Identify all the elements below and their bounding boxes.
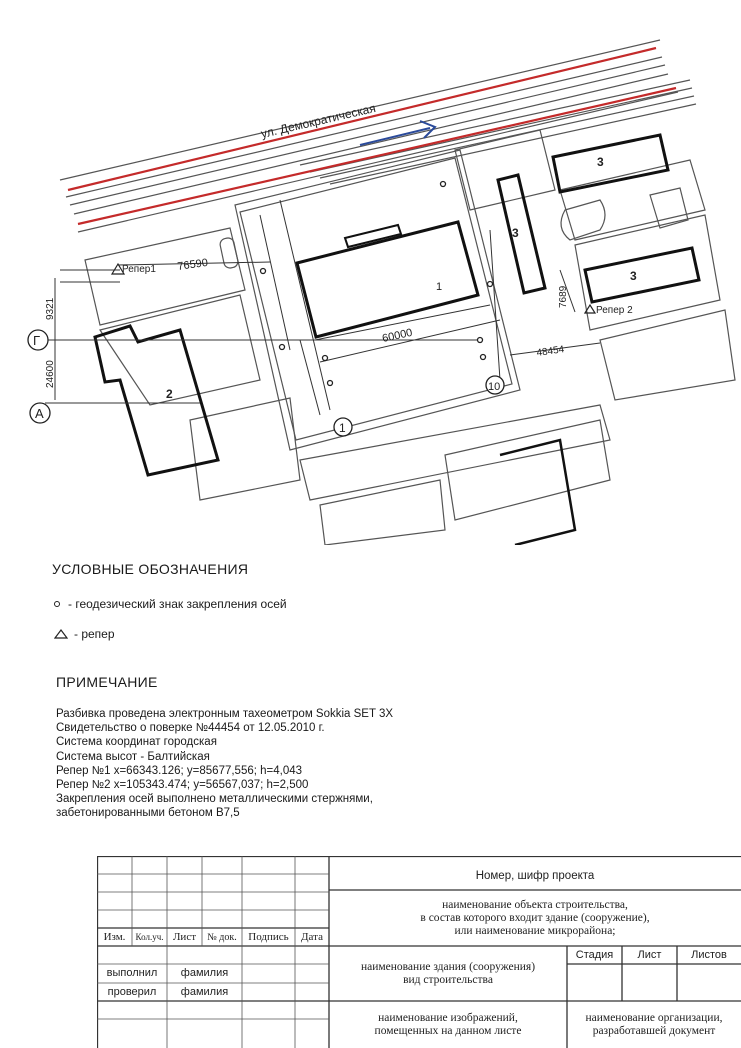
note-line: забетонированными бетоном В7,5 [56,807,240,820]
col-izm: Изм. [103,930,126,943]
legend-item-text: - геодезический знак закрепления осей [68,597,287,611]
col-date: Дата [301,930,323,943]
object-name-label: наименование объекта строительства, в состав которого входит здание (сооружение), или наименование микрорайона; [420,898,650,937]
axis-label-g: Г [33,333,41,348]
sheets-total-label: Листов [691,948,727,961]
benchmark-2-label: Репер 2 [596,305,633,316]
note-line: Система координат городская [56,736,217,749]
performed-name: фамилия [180,967,229,979]
note-line: Закрепления осей выполнено металлическими стержнями, [56,793,373,806]
project-code-label: Номер, шифр проекта [475,869,595,882]
building-1-outline [297,222,478,337]
performed-label: выполнил [106,967,158,979]
col-doc-number: № док. [207,931,237,943]
note-line: Свидетельство о поверке №44454 от 12.05.2010 г. [56,722,325,735]
col-kol-uch: Кол.уч. [135,931,164,942]
legend-item-survey-mark [54,597,287,611]
building-3c-outline [585,248,699,302]
title-block [97,856,741,1048]
building-3b-number: 3 [597,155,604,169]
note-line: Разбивка проведена электронным тахеометром Sokkia SET 3X [56,708,394,720]
stage-label: Стадия [575,948,614,961]
building-3a-outline [498,175,545,293]
legend-title: УСЛОВНЫЕ ОБОЗНАЧЕНИЯ [52,561,249,577]
note-body [56,707,393,821]
axis-label-10: 10 [488,381,501,393]
building-1-number: 1 [436,281,443,293]
survey-mark-dot-icon [54,601,60,607]
legend-item-text: - репер [74,627,115,641]
building-3c-number: 3 [630,269,637,283]
note-title: ПРИМЕЧАНИЕ [56,674,158,690]
col-list: Лист [172,930,197,943]
drawing-names-label: наименование изображений, помещенных на данном листе [374,1012,522,1037]
dimension-76590: 76590 [176,256,209,273]
building-2-number: 2 [166,387,173,401]
dimension-7689: 7689 [558,285,569,308]
building-name-label: наименование здания (сооружения) вид строительства [360,961,536,986]
building-3a-number: 3 [512,226,519,240]
benchmark-triangle-icon [54,629,68,639]
col-signature: Подпись [248,930,289,943]
legend-item-benchmark [54,627,115,641]
benchmark-1-label: Репер1 [122,264,156,275]
dimension-9321: 9321 [45,297,56,320]
building-3b-outline [553,135,668,192]
dimension-60000: 60000 [381,326,414,345]
checked-name: фамилия [180,985,229,998]
note-line: Система высот - Балтийская [56,750,210,763]
organization-name-label: наименование организации, разработавшей документ [585,1012,723,1037]
axis-label-1: 1 [339,421,346,435]
sheet-label: Лист [637,948,662,961]
street-label: ул. Демократическая [259,100,377,141]
dimension-24600: 24600 [45,360,56,388]
dimension-48454: 48454 [535,344,565,359]
note-line: Репер №1 x=66343.126; y=85677,556; h=4,043 [56,764,303,777]
checked-label: проверил [107,985,157,998]
axis-label-a: А [35,406,44,421]
note-line: Репер №2 x=105343.474; y=56567,037; h=2,500 [56,779,309,792]
building-2-outline [95,326,218,475]
